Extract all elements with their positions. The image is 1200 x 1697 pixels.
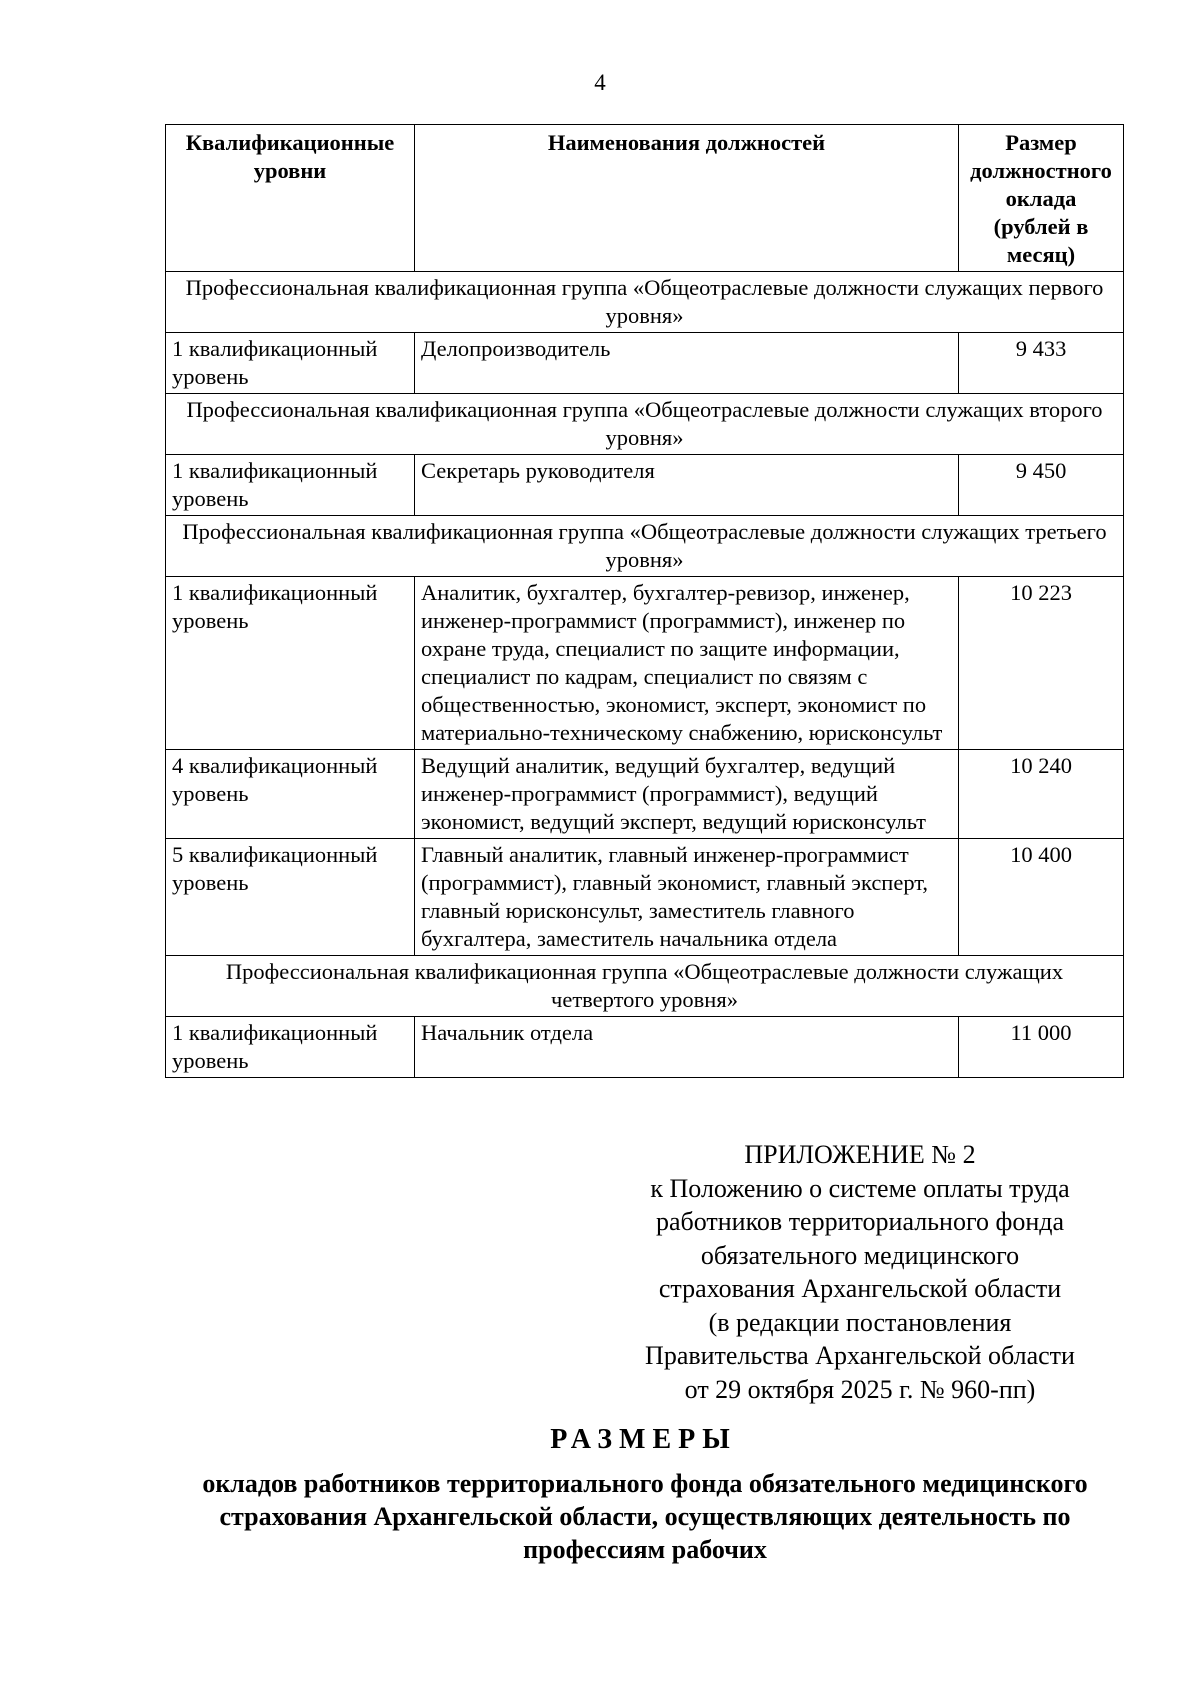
salary-table — [165, 124, 1124, 1078]
page-number: 4 — [594, 70, 606, 95]
level-cell: 1 квалификационный уровень — [166, 1017, 415, 1078]
salary-cell: 10 400 — [959, 839, 1124, 956]
group-title: Профессиональная квалификационная группа «Общеотраслевые должности служащих второго уровня» — [166, 394, 1124, 455]
appendix-line: Правительства Архангельской области — [645, 1341, 1075, 1370]
group-row — [166, 272, 1124, 333]
positions-cell: Главный аналитик, главный инженер-программист (программист), главный экономист, главный эксперт, главный юрисконсульт, заместитель главного бухгалтера, заместитель начальника отдела — [415, 839, 959, 956]
table-header-row — [166, 125, 1124, 272]
positions-cell: Делопроизводитель — [415, 333, 959, 394]
positions-cell: Ведущий аналитик, ведущий бухгалтер, ведущий инженер-программист (программист), ведущий экономист, ведущий эксперт, ведущий юрисконсульт — [415, 750, 959, 839]
table-row — [166, 333, 1124, 394]
appendix-line: к Положению о системе оплаты труда — [650, 1173, 1070, 1203]
salary-cell: 9 450 — [959, 455, 1124, 516]
level-cell: 5 квалификационный уровень — [166, 839, 415, 956]
table-row — [166, 1017, 1124, 1078]
group-title: Профессиональная квалификационная группа «Общеотраслевые должности служащих первого уровня» — [166, 272, 1124, 333]
salary-cell: 10 240 — [959, 750, 1124, 839]
positions-cell: Начальник отдела — [415, 1017, 959, 1078]
appendix-block — [620, 1138, 1100, 1406]
positions-cell: Секретарь руководителя — [415, 455, 959, 516]
appendix-line: работников территориального фонда — [655, 1207, 1064, 1236]
level-cell: 4 квалификационный уровень — [166, 750, 415, 839]
appendix-line: страхования Архангельской области — [658, 1274, 1062, 1303]
group-row — [166, 956, 1124, 1017]
document-heading: РАЗМЕРЫ — [550, 1424, 737, 1455]
appendix-line: обязательного медицинского — [700, 1240, 1020, 1270]
group-row — [166, 394, 1124, 455]
header-position: Наименования должностей — [415, 125, 959, 272]
group-title: Профессиональная квалификационная группа «Общеотраслевые должности служащих третьего уровня» — [166, 516, 1124, 577]
header-level: Квалификационные уровни — [166, 125, 415, 272]
group-row — [166, 516, 1124, 577]
table-row — [166, 839, 1124, 956]
header-salary: Размер должностного оклада (рублей в месяц) — [959, 125, 1124, 272]
level-cell: 1 квалификационный уровень — [166, 333, 415, 394]
level-cell: 1 квалификационный уровень — [166, 455, 415, 516]
document-subtitle: окладов работников территориального фонда обязательного медицинского страхования Архангельской области, осуществляющих деятельность по профессиям рабочих — [202, 1469, 1088, 1564]
salary-cell: 10 223 — [959, 577, 1124, 750]
group-title: Профессиональная квалификационная группа «Общеотраслевые должности служащих четвертого уровня» — [166, 956, 1124, 1017]
appendix-line: (в редакции постановления — [708, 1307, 1012, 1337]
appendix-line: от 29 октября 2025 г. № 960-пп) — [684, 1374, 1036, 1404]
table-row — [166, 577, 1124, 750]
appendix-line: ПРИЛОЖЕНИЕ № 2 — [744, 1140, 976, 1169]
table-row — [166, 455, 1124, 516]
positions-cell: Аналитик, бухгалтер, бухгалтер-ревизор, инженер, инженер-программист (программист), инженер по охране труда, специалист по защите информации, специалист по кадрам, специалист по связям с общественностью, экономист, эксперт, экономист по материально-техническому снабжению, юрисконсульт — [415, 577, 959, 750]
salary-cell: 9 433 — [959, 333, 1124, 394]
table-row — [166, 750, 1124, 839]
level-cell: 1 квалификационный уровень — [166, 577, 415, 750]
salary-cell: 11 000 — [959, 1017, 1124, 1078]
